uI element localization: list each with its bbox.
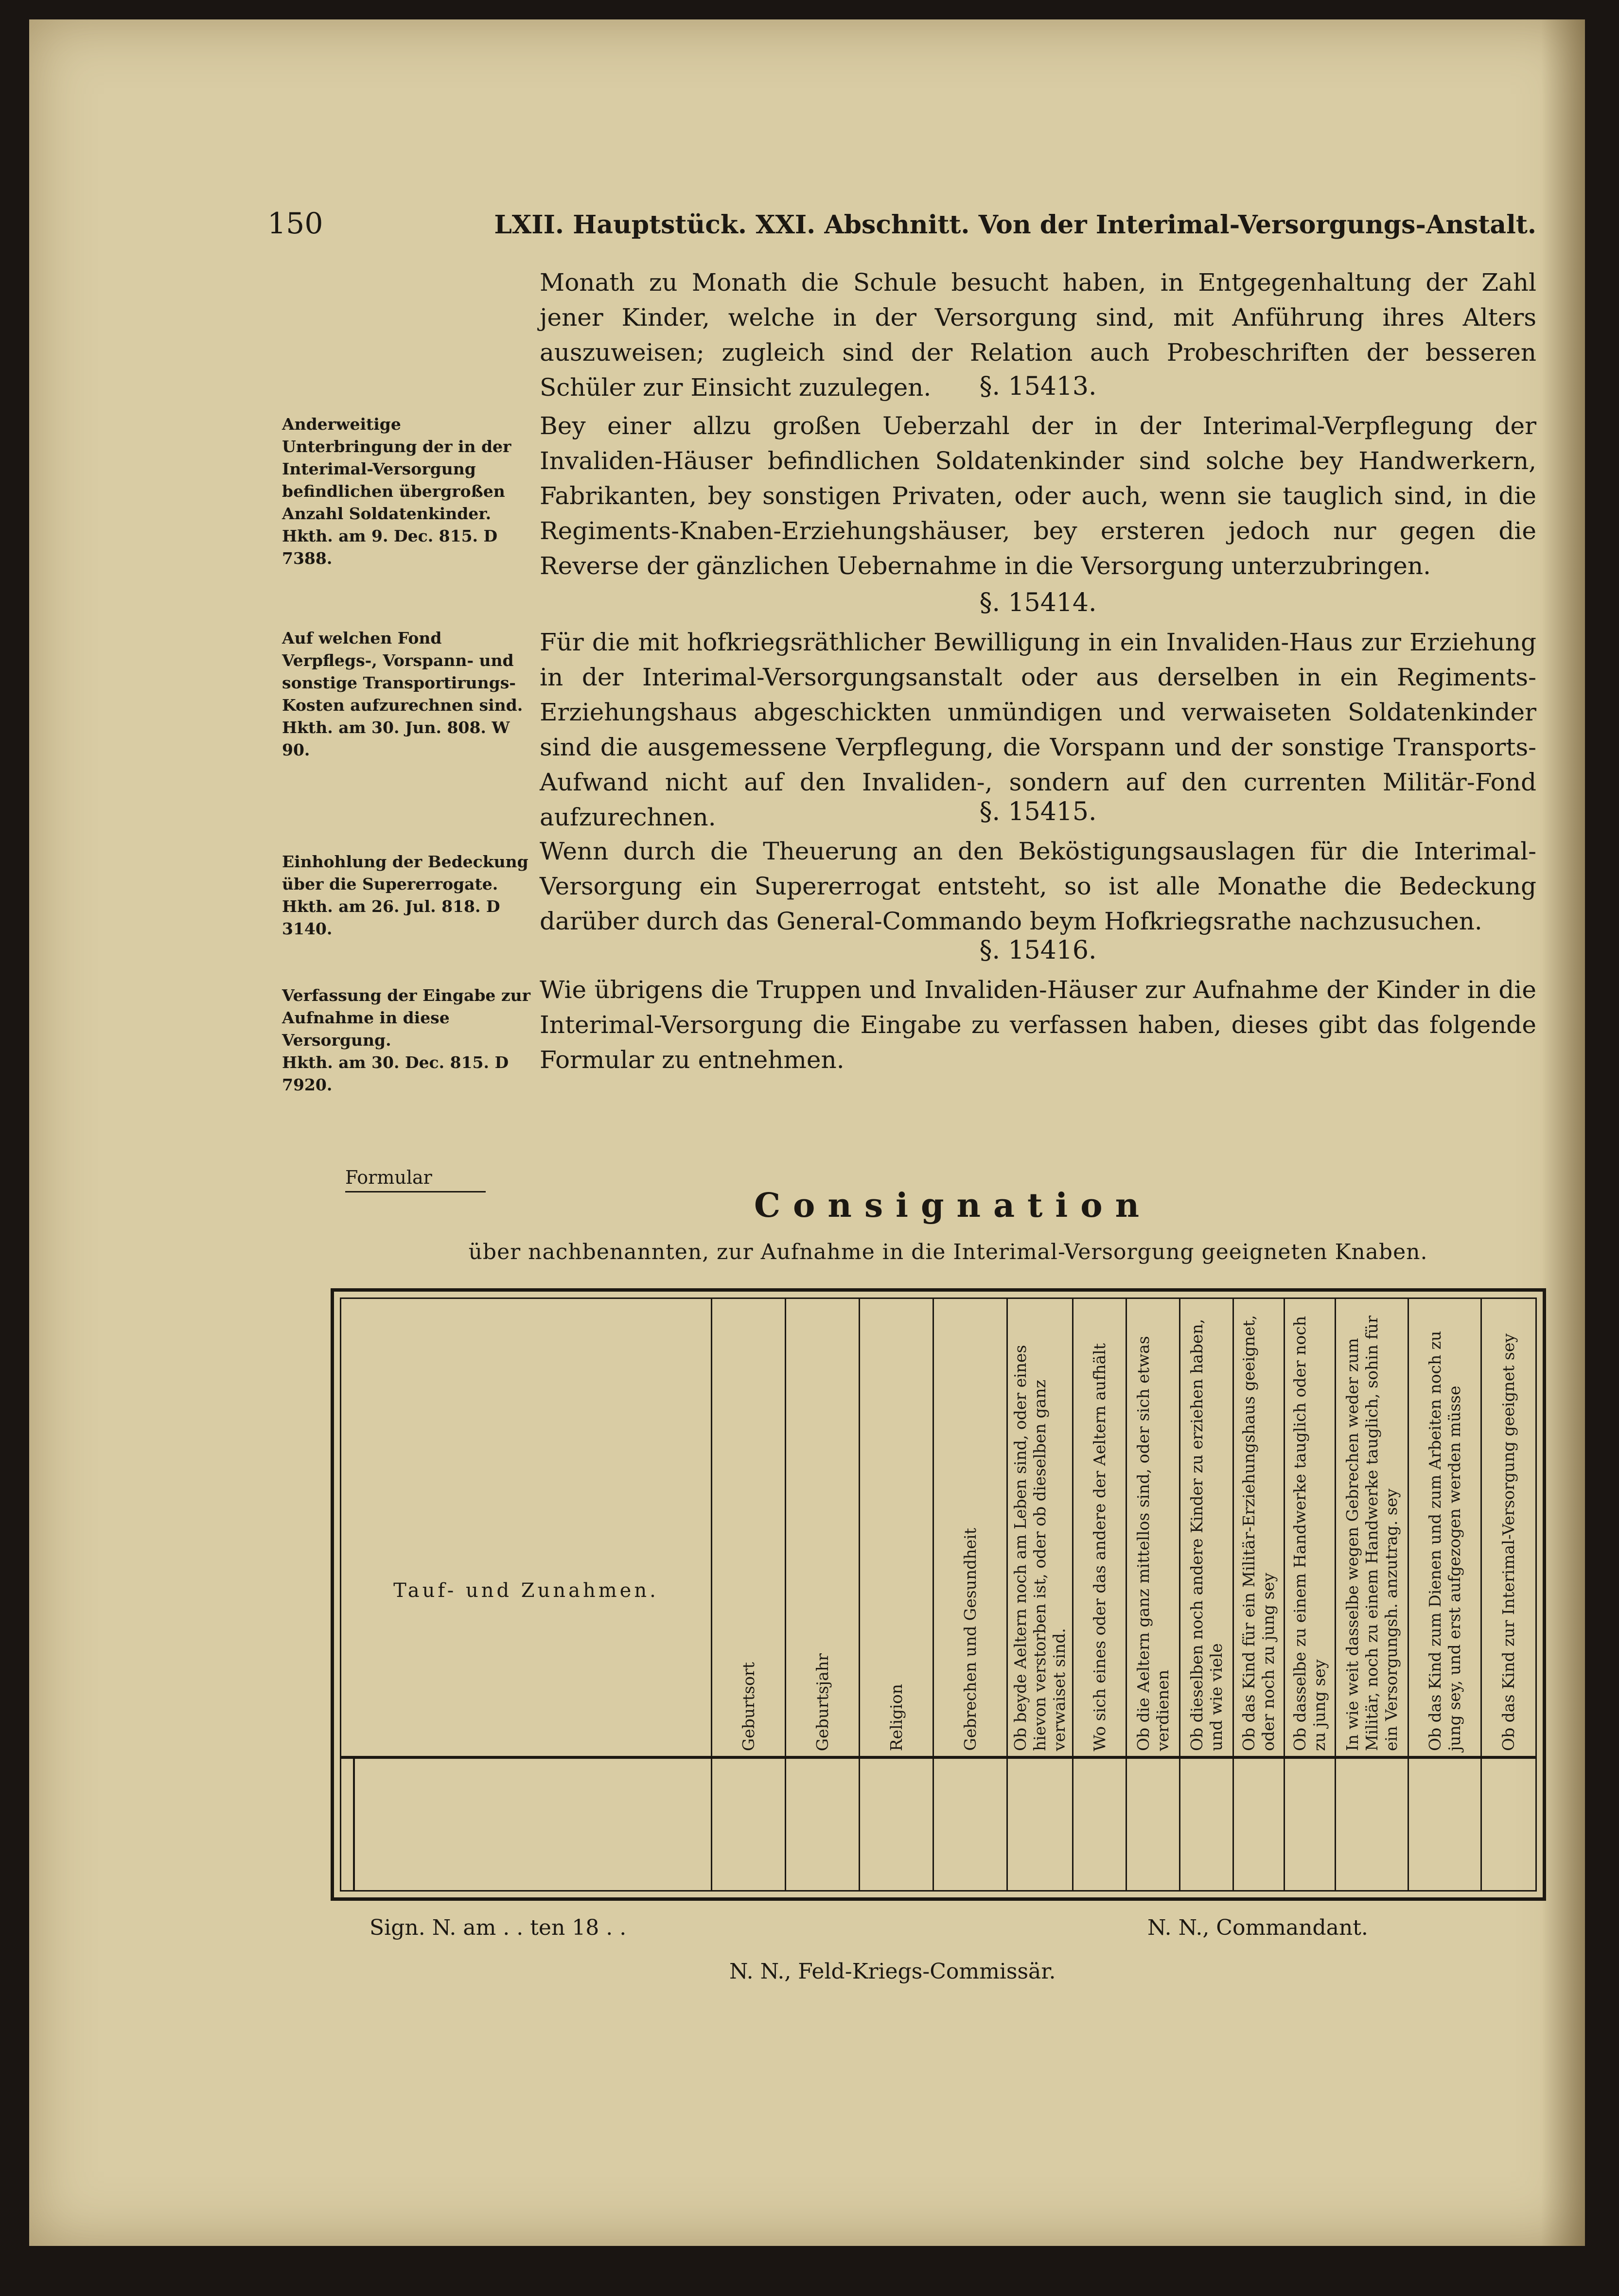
table-column xyxy=(1126,1299,1179,1890)
table-entry-cell xyxy=(1008,1756,1072,1890)
table-entry-cell xyxy=(1234,1756,1284,1890)
intro-paragraph: Monath zu Monath die Schule besucht haben, in Entgegenhaltung der Zahl jener Kinder, welche in der Versorgung sind, mit Anführung ihres Alters auszuweisen; zugleich sind der Relation auch Probeschriften der besseren Schüler zur Einsicht zuzulegen. xyxy=(540,268,1536,402)
column-header: Religion xyxy=(886,1683,906,1751)
signature-commandant: N. N., Commandant. xyxy=(1147,1915,1368,1940)
margin-note xyxy=(282,984,535,1096)
page-header xyxy=(267,207,1536,241)
table-entry-cell xyxy=(1127,1756,1179,1890)
signature-place-date: Sign. N. am . . ten 18 . . xyxy=(370,1915,627,1940)
formular-label: Formular xyxy=(345,1167,486,1192)
table-column-names xyxy=(341,1299,711,1890)
column-header: Geburtsort xyxy=(739,1662,758,1751)
margin-note-reference: Hkth. am 26. Jul. 818. D 3140. xyxy=(282,897,500,938)
table-column xyxy=(1006,1299,1072,1890)
section-number: §. 15414. xyxy=(979,588,1097,617)
section-number: §. 15416. xyxy=(979,936,1097,965)
section-text: Wie übrigens die Truppen und Invaliden-Häuser zur Aufnahme der Kinder in die Interimal-Versorgung die Eingabe zu verfassen haben, dieses gibt das folgende Formular zu entnehmen. xyxy=(540,976,1536,1074)
table-column xyxy=(1335,1299,1408,1890)
table-entry-cell xyxy=(1336,1756,1408,1890)
column-header: Ob die Aeltern ganz mittellos sind, oder sich etwas verdienen xyxy=(1133,1336,1172,1751)
column-header: Ob dieselben noch andere Kinder zu erziehen haben, und wie viele xyxy=(1187,1318,1226,1751)
column-header: Gebrechen und Gesundheit xyxy=(960,1528,980,1751)
margin-note xyxy=(282,851,535,940)
table-entry-cell xyxy=(1409,1756,1480,1890)
section-text: Für die mit hofkriegsräthlicher Bewilligung in ein Invaliden-Haus zur Erziehung in der Interimal-Versorgungsanstalt oder aus derselben in ein Regiments-Erziehungshaus abgeschickten unmündigen und verwaiseten Soldatenkinder sind die ausgemessene Verpflegung, die Vorspann und der sonstige Transports-Aufwand nicht auf den Invaliden-, sondern auf den currenten Militär-Fond aufzurechnen. xyxy=(540,628,1536,831)
signature-commissar: N. N., Feld-Kriegs-Commissär. xyxy=(729,1959,1056,1984)
table-entry-cell xyxy=(1482,1756,1535,1890)
column-header: In wie weit dasselbe wegen Gebrechen weder zum Militär, noch zu einem Handwerke tauglich, sohin für ein Versorgungsh. anzutrag. sey xyxy=(1342,1315,1401,1751)
table-entry-cell xyxy=(1180,1756,1232,1890)
consignation-subtitle: über nachbenannten, zur Aufnahme in die Interimal-Versorgung geeigneten Knaben. xyxy=(468,1240,1428,1264)
table-column xyxy=(1408,1299,1480,1890)
table-column xyxy=(1480,1299,1535,1890)
table-entry-cell xyxy=(934,1756,1006,1890)
margin-note-title: Auf welchen Fond Verpflegs-, Vorspann- und sonstige Transportirungs-Kosten aufzurechnen sind. xyxy=(282,629,523,715)
margin-note-reference: Hkth. am 30. Jun. 808. W 90. xyxy=(282,718,510,759)
page-number: 150 xyxy=(267,207,323,241)
table-inner-frame xyxy=(340,1297,1537,1892)
consignation-title: Consignation xyxy=(754,1186,1152,1225)
section-text: Bey einer allzu großen Ueberzahl der in der Interimal-Verpflegung der Invaliden-Häuser befindlichen Soldatenkinder sind solche bey Handwerkern, Fabrikanten, bey sonstigen Privaten, oder auch, wenn sie tauglich sind, in die Regiments-Knaben-Erziehungshäuser, bey ersteren jedoch nur gegen die Reverse der gänzlichen Uebernahme in die Versorgung unterzubringen. xyxy=(540,412,1536,580)
page xyxy=(29,19,1585,2246)
column-header: Geburtsjahr xyxy=(812,1653,832,1751)
table-column xyxy=(1179,1299,1232,1890)
margin-note-title: Anderweitige Unterbringung der in der Interimal-Versorgung befindlichen übergroßen Anzahl Soldatenkinder. xyxy=(282,415,511,523)
margin-note-reference: Hkth. am 30. Dec. 815. D 7920. xyxy=(282,1053,509,1094)
table-column xyxy=(1072,1299,1126,1890)
table-column xyxy=(1232,1299,1284,1890)
margin-note xyxy=(282,413,535,570)
consignation-table xyxy=(331,1288,1546,1901)
table-entry-cell xyxy=(341,1756,711,1890)
running-title: LXII. Hauptstück. XXI. Abschnitt. Von der Interimal-Versorgungs-Anstalt. xyxy=(494,210,1536,240)
table-entry-cell xyxy=(786,1756,859,1890)
section-number: §. 15413. xyxy=(979,372,1097,401)
section-text: Wenn durch die Theuerung an den Beköstigungsauslagen für die Interimal-Versorgung ein Supererrogat entsteht, so ist alle Monathe die Bedeckung darüber durch das General-Commando beym Hofkriegsrathe nachzusuchen. xyxy=(540,837,1536,935)
column-header: Wo sich eines oder das andere der Aeltern aufhält xyxy=(1090,1343,1109,1751)
column-header: Tauf- und Zunahmen. xyxy=(393,1579,659,1602)
column-header: Ob das Kind für ein Militär-Erziehungshaus geeignet, oder noch zu jung sey xyxy=(1239,1315,1278,1751)
margin-note-title: Verfassung der Eingabe zur Aufnahme in diese Versorgung. xyxy=(282,986,531,1050)
table-column xyxy=(711,1299,785,1890)
table-entry-cell xyxy=(712,1756,785,1890)
table-entry-cell xyxy=(860,1756,933,1890)
table-column xyxy=(785,1299,859,1890)
margin-note-title: Einhohlung der Bedeckung über die Supererrogate. xyxy=(282,852,528,894)
margin-note-reference: Hkth. am 9. Dec. 815. D 7388. xyxy=(282,526,498,568)
table-column xyxy=(933,1299,1006,1890)
table-entry-cell xyxy=(1073,1756,1126,1890)
table-column xyxy=(1284,1299,1335,1890)
column-header: Ob dasselbe zu einem Handwerke tauglich oder noch zu jung sey xyxy=(1290,1315,1329,1751)
table-entry-cell xyxy=(1285,1756,1335,1890)
table-column xyxy=(859,1299,933,1890)
column-header: Ob das Kind zum Dienen und zum Arbeiten noch zu jung sey, und erst aufgezogen werden müsse xyxy=(1425,1331,1464,1751)
margin-note xyxy=(282,627,535,761)
column-header: Ob das Kind zur Interimal-Versorgung geeignet sey xyxy=(1499,1333,1518,1751)
column-header: Ob beyde Aeltern noch am Leben sind, oder eines hievon verstorben ist, oder ob dieselben ganz verwaiset sind. xyxy=(1011,1345,1069,1751)
section-number: §. 15415. xyxy=(979,797,1097,826)
